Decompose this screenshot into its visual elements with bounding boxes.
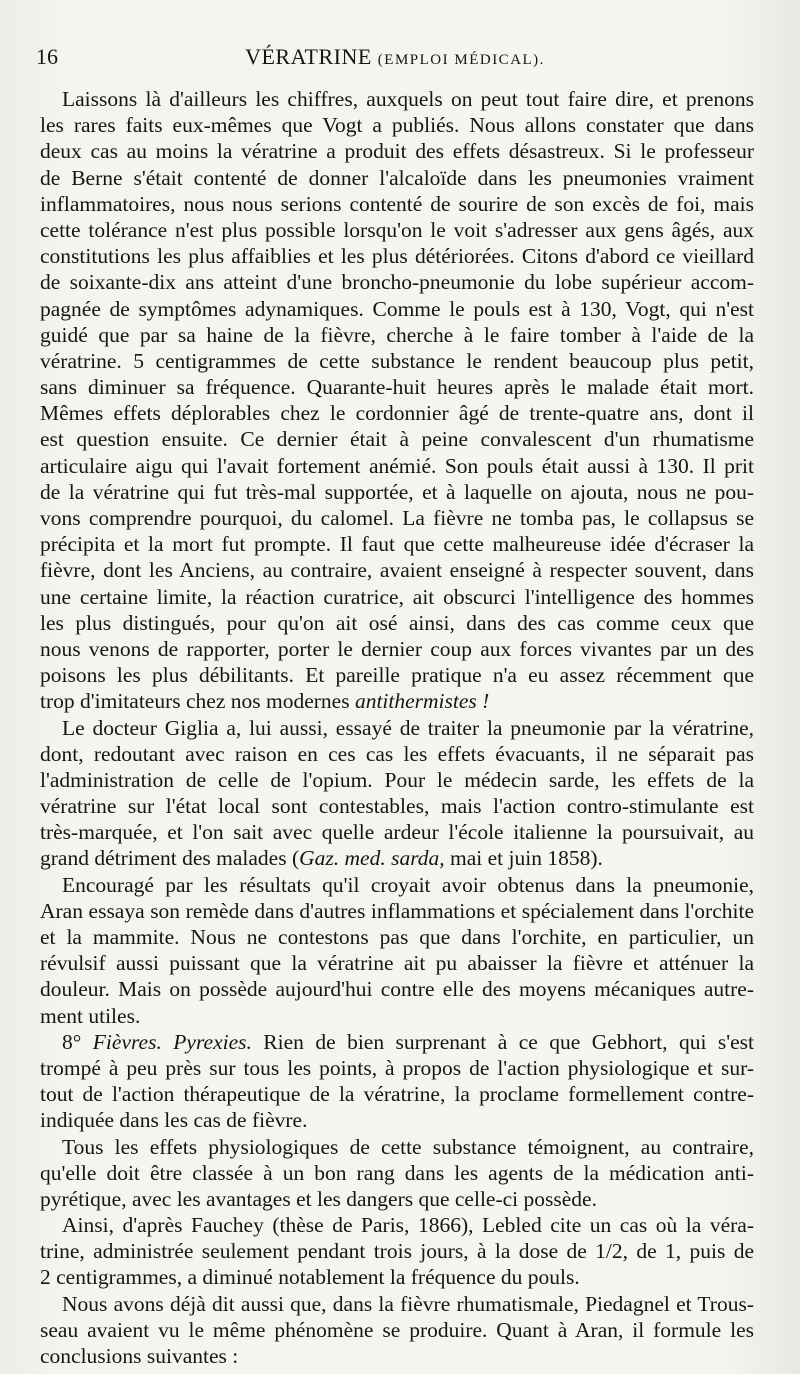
text-line <box>40 296 754 322</box>
text-line <box>40 112 754 138</box>
text-line <box>40 584 754 610</box>
page-number: 16 <box>36 44 58 69</box>
line-text: seau avaient vu le même phénomène se produire. Quant à Aran, il formule les <box>40 1317 754 1342</box>
line-text: les plus distingués, pour qu'on ait osé ainsi, dans des cas comme ceux que <box>40 610 754 635</box>
line-text: très-marquée, et l'on sait avec quelle ardeur l'école italienne la poursuivait, au <box>40 820 754 845</box>
text-line <box>40 662 754 688</box>
page-header <box>36 44 754 78</box>
text-line <box>40 348 754 374</box>
line-text-after: mai et juin 1858). <box>444 846 603 871</box>
line-text: pagnée de symptômes adynamiques. Comme le pouls est à 130, Vogt, qui n'est <box>40 296 754 321</box>
line-text: Nous avons déjà dit aussi que, dans la fièvre rhumatismale, Piedagnel et Trous- <box>62 1291 754 1316</box>
line-text: inflammatoires, nous nous serions contenté de sourire de son excès de foi, mais <box>40 191 754 216</box>
line-text: nous venons de rapporter, porter le dernier coup aux forces vivantes par un des <box>40 636 754 661</box>
line-text: de Berne s'était contenté de donner l'alcaloïde dans les pneumonies vraiment <box>40 165 754 190</box>
text-line <box>40 217 754 243</box>
line-text: de la vératrine qui fut très-mal supportée, et à laquelle on ajouta, nous ne pou- <box>40 479 754 504</box>
text-line <box>40 636 754 662</box>
line-text: les rares faits eux-mêmes que Vogt a publiés. Nous allons constater que dans <box>40 113 754 138</box>
text-line <box>40 1186 754 1212</box>
line-text: Aran essaya son remède dans d'autres inflammations et spécialement dans l'orchite <box>40 898 754 923</box>
text-line <box>40 400 754 426</box>
line-text-after: Rien de bien surprenant à ce que Gebhort, qui s'est <box>251 1029 754 1054</box>
line-text: constitutions les plus affaiblies et les plus détériorées. Citons d'abord ce vieillard <box>40 244 754 269</box>
line-text: trompé à peu près sur tous les points, à propos de l'action physiologique et sur- <box>40 1055 754 1080</box>
text-line <box>40 1264 754 1290</box>
text-line <box>40 374 754 400</box>
text-line <box>40 86 754 112</box>
line-text: articulaire aigu qui l'avait fortement anémié. Son pouls était aussi à 130. Il prit <box>40 453 754 478</box>
line-text: trop d'imitateurs chez nos modernes <box>40 689 355 714</box>
line-text: dont, redoutant avec raison en ces cas les effets évacuants, il ne séparait pas <box>40 741 754 766</box>
line-italic: Gaz. med. sarda, <box>299 846 445 871</box>
line-italic: Fièvres. Pyrexies. <box>92 1029 252 1054</box>
text-line <box>40 793 754 819</box>
line-text: vératrine. 5 centigrammes de cette substance le rendent beaucoup plus petit, <box>40 348 754 373</box>
text-line <box>40 1081 754 1107</box>
text-line <box>40 767 754 793</box>
line-text: sans diminuer sa fréquence. Quarante-huit heures après le malade était mort. <box>40 375 754 400</box>
text-line <box>40 1134 754 1160</box>
line-text: de soixante-dix ans atteint d'une broncho-pneumonie du lobe supérieur accom- <box>40 270 754 295</box>
running-title <box>36 44 754 70</box>
text-line <box>40 191 754 217</box>
line-text: vératrine sur l'état local sont contestables, mais l'action contro-stimulante est <box>40 794 754 819</box>
text-line <box>40 872 754 898</box>
text-line <box>40 610 754 636</box>
text-line <box>40 715 754 741</box>
text-line <box>40 1029 754 1055</box>
line-text: trine, administrée seulement pendant trois jours, à la dose de 1/2, de 1, puis de <box>40 1239 754 1264</box>
text-line <box>40 741 754 767</box>
line-text: ment utiles. <box>40 1003 141 1028</box>
text-line <box>40 924 754 950</box>
text-line <box>40 453 754 479</box>
line-text: douleur. Mais on possède aujourd'hui contre elle des moyens mécaniques autre- <box>40 977 754 1002</box>
text-line <box>40 243 754 269</box>
running-title-main: VÉRATRINE <box>245 44 372 69</box>
text-line <box>40 898 754 924</box>
text-line <box>40 557 754 583</box>
text-line <box>40 165 754 191</box>
line-text: Ainsi, d'après Fauchey (thèse de Paris, 1866), Lebled cite un cas où la véra- <box>62 1213 754 1238</box>
line-text: révulsif aussi puissant que la vératrine ait pu abaisser la fièvre et atténuer la <box>40 951 754 976</box>
line-text: grand détriment des malades ( <box>40 846 300 871</box>
line-text: 2 centigrammes, a diminué notablement la fréquence du pouls. <box>40 1265 580 1290</box>
line-text: l'administration de celle de l'opium. Pour le médecin sarde, les effets de la <box>40 767 754 792</box>
line-text: Tous les effets physiologiques de cette substance témoignent, au contraire, <box>62 1134 754 1159</box>
text-line <box>40 1055 754 1081</box>
line-text: deux cas au moins la vératrine a produit des effets désastreux. Si le professeur <box>40 139 754 164</box>
text-line <box>40 819 754 845</box>
body-text <box>40 86 754 1369</box>
text-line <box>40 976 754 1002</box>
text-line <box>40 1212 754 1238</box>
text-line <box>40 1107 754 1133</box>
line-text: qu'elle doit être classée à un bon rang dans les agents de la médication anti- <box>40 1160 754 1185</box>
line-text: cette tolérance n'est plus possible lorsqu'on le voit s'adresser aux gens âgés, aux <box>40 217 754 242</box>
text-line <box>40 505 754 531</box>
text-line <box>40 1238 754 1264</box>
line-text: fièvre, dont les Anciens, au contraire, avaient enseigné à respecter souvent, dans <box>40 558 754 583</box>
line-text: Laissons là d'ailleurs les chiffres, auxquels on peut tout faire dire, et prenons <box>62 87 754 111</box>
text-line <box>40 1160 754 1186</box>
line-text: vons comprendre pourquoi, du calomel. La fièvre ne tomba pas, le collapsus se <box>40 506 754 530</box>
line-text: tout de l'action thérapeutique de la vératrine, la proclame formellement contre- <box>40 1082 754 1107</box>
text-line <box>40 845 754 871</box>
line-italic: antithermistes ! <box>354 689 490 714</box>
line-text: Le docteur Giglia a, lui aussi, essayé de traiter la pneumonie par la vératrine, <box>62 715 754 740</box>
line-text: poisons les plus débilitants. Et pareille pratique n'a eu assez récemment que <box>40 663 754 688</box>
text-line <box>40 950 754 976</box>
line-text: précipita et la mort fut prompte. Il faut que cette malheureuse idée d'écraser la <box>40 532 754 557</box>
line-text: pyrétique, avec les avantages et les dangers que celle-ci possède. <box>40 1186 597 1211</box>
text-line <box>40 269 754 295</box>
text-line <box>40 1317 754 1343</box>
text-line <box>40 1343 754 1369</box>
line-text: Mêmes effets déplorables chez le cordonnier âgé de trente-quatre ans, dont il <box>40 401 754 426</box>
line-text: une certaine limite, la réaction curatrice, ait obscurci l'intelligence des hommes <box>40 584 754 609</box>
line-text: Encouragé par les résultats qu'il croyait avoir obtenus dans la pneumonie, <box>62 872 754 897</box>
text-line <box>40 479 754 505</box>
line-text: et la mammite. Nous ne contestons pas que dans l'orchite, en particulier, un <box>40 925 754 949</box>
line-text: 8° <box>62 1029 93 1054</box>
line-text: conclusions suivantes : <box>40 1344 239 1368</box>
text-line <box>40 138 754 164</box>
text-line <box>40 322 754 348</box>
line-text: indiquée dans les cas de fièvre. <box>40 1108 308 1133</box>
text-line <box>40 426 754 452</box>
running-title-sub: (EMPLOI MÉDICAL). <box>377 52 545 68</box>
text-line <box>40 531 754 557</box>
line-text: est question ensuite. Ce dernier était à peine convalescent d'un rhumatisme <box>40 427 754 452</box>
line-text: guidé que par sa haine de la fièvre, cherche à le faire tomber à l'aide de la <box>40 322 754 347</box>
text-line <box>40 688 754 714</box>
text-line <box>40 1291 754 1317</box>
text-line <box>40 1003 754 1029</box>
